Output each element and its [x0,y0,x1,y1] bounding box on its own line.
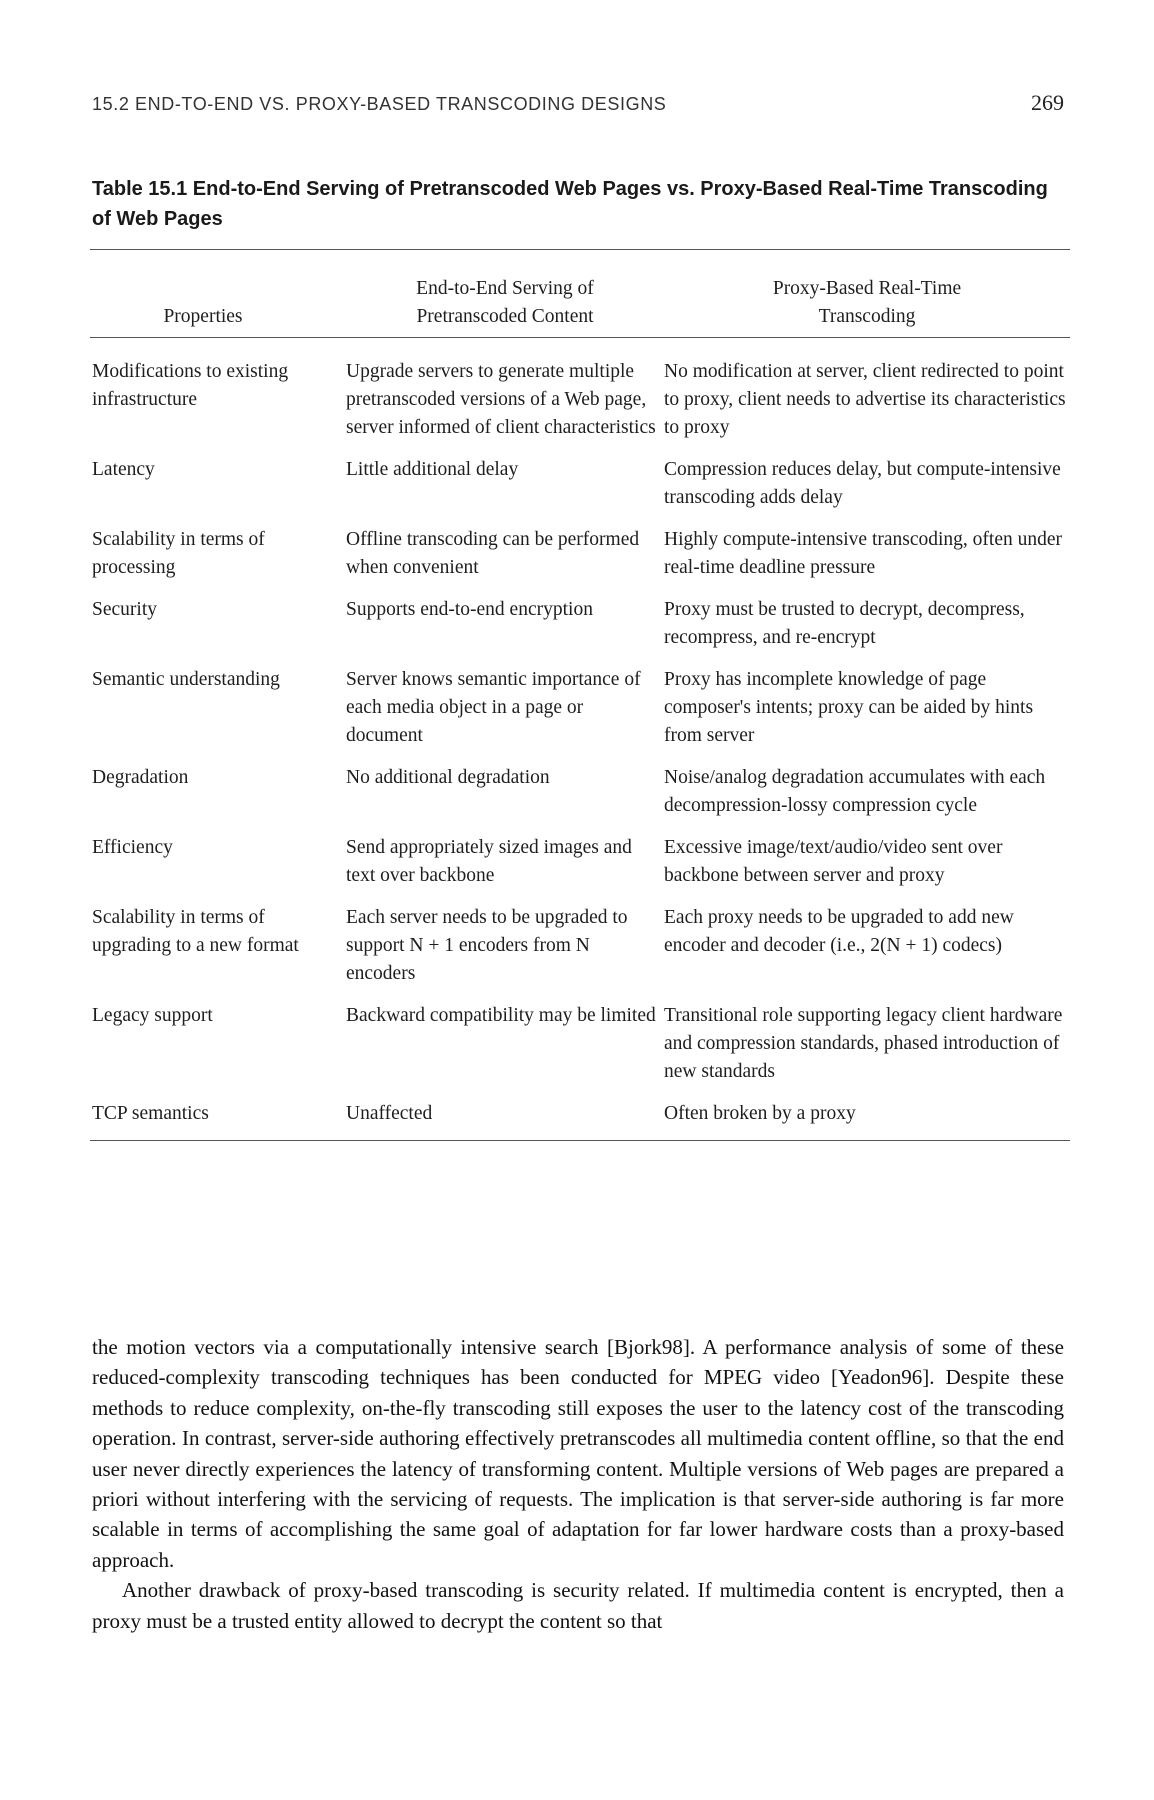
cell-end-to-end [346,1100,664,1140]
cell-proxy-text: Noise/analog degradation accumulates with each decompression-lossy compression cycle [664,767,1046,816]
cell-property-text: Degradation [92,767,189,788]
cell-proxy [664,904,1070,1002]
table-body [90,338,1070,1140]
running-title: 15.2 END-TO-END VS. PROXY-BASED TRANSCODING DESIGNS [92,94,667,114]
cell-end-to-end-text: Send appropriately sized images and text over backbone [346,837,632,886]
cell-property [90,1100,346,1140]
cell-end-to-end [346,834,664,904]
cell-property-text: Latency [92,459,155,480]
cell-proxy [664,1002,1070,1100]
cell-property [90,526,346,596]
cell-end-to-end-text: Unaffected [346,1103,433,1124]
cell-end-to-end [346,764,664,834]
table-bottom-rule [90,1140,1070,1141]
column-header-proxy: Proxy-Based Real-Time Transcoding [772,278,962,327]
cell-property-text: TCP semantics [92,1103,209,1124]
cell-proxy-text: Excessive image/text/audio/video sent over backbone between server and proxy [664,837,1003,886]
cell-end-to-end [346,666,664,764]
table-header-row [90,250,1070,337]
cell-end-to-end-text: No additional degradation [346,767,550,788]
cell-property-text: Security [92,599,157,620]
cell-property-text: Scalability in terms of processing [92,529,265,578]
cell-proxy-text: Highly compute-intensive transcoding, often under real-time deadline pressure [664,529,1063,578]
table-row [90,526,1070,596]
cell-proxy [664,456,1070,526]
cell-proxy [664,596,1070,666]
column-header-properties: Properties [163,306,243,327]
cell-end-to-end-text: Server knows semantic importance of each media object in a page or document [346,669,641,746]
table-head [90,250,1070,338]
cell-end-to-end-text: Upgrade servers to generate multiple pretranscoded versions of a Web page, server informed of client characteristics [346,361,656,438]
paragraph: the motion vectors via a computationally intensive search [Bjork98]. A performance analysis of some of these reduced-complexity transcoding techniques has been conducted for MPEG video [Yeadon96]. Despite these methods to reduce complexity, on-the-fly transcoding still exposes the user to the latency cost of the transcoding operation. In contrast, server-side authoring effectively pretranscodes all multimedia content offline, so that the end user never directly experiences the latency of transforming content. Multiple versions of Web pages are prepared a priori without interfering with the servicing of requests. The implication is that server-side authoring is far more scalable in terms of accomplishing the same goal of adaptation for far lower hardware costs than a proxy-based approach. [92,1335,1064,1572]
cell-end-to-end [346,596,664,666]
cell-property [90,338,346,456]
cell-proxy [664,1100,1070,1140]
cell-proxy-text: Transitional role supporting legacy client hardware and compression standards, phased introduction of new standards [664,1005,1063,1082]
cell-end-to-end [346,456,664,526]
cell-property [90,834,346,904]
column-header-end-to-end: End-to-End Serving of Pretranscoded Content [416,278,594,327]
cell-property-text: Modifications to existing infrastructure [92,361,289,410]
cell-property-text: Efficiency [92,837,173,858]
comparison-table [90,249,1070,1141]
cell-proxy-text: Proxy must be trusted to decrypt, decompress, recompress, and re-encrypt [664,599,1025,648]
cell-proxy-text: Often broken by a proxy [664,1103,856,1124]
cell-proxy-text: Proxy has incomplete knowledge of page composer's intents; proxy can be aided by hints from server [664,669,1034,746]
cell-end-to-end-text: Backward compatibility may be limited [346,1005,656,1026]
cell-end-to-end-text: Each server needs to be upgraded to support N + 1 encoders from N encoders [346,907,628,984]
table-row [90,666,1070,764]
table-row [90,1100,1070,1140]
table-caption: Table 15.1 End-to-End Serving of Pretranscoded Web Pages vs. Proxy-Based Real-Time Transcoding of Web Pages [92,178,1048,230]
cell-end-to-end-text: Supports end-to-end encryption [346,599,593,620]
table-row [90,1002,1070,1100]
table-row [90,338,1070,456]
cell-property-text: Semantic understanding [92,669,280,690]
table-row [90,596,1070,666]
page-number: 269 [1031,90,1064,115]
table-grid [90,250,1070,1140]
table-row [90,904,1070,1002]
cell-proxy-text: Compression reduces delay, but compute-intensive transcoding adds delay [664,459,1061,508]
body-text [92,1332,1064,1636]
cell-end-to-end [346,338,664,456]
cell-end-to-end-text: Offline transcoding can be performed when convenient [346,529,640,578]
cell-property-text: Legacy support [92,1005,213,1026]
paragraph: Another drawback of proxy-based transcoding is security related. If multimedia content is encrypted, then a proxy must be a trusted entity allowed to decrypt the content so that [92,1578,1064,1633]
cell-proxy [664,834,1070,904]
cell-property [90,904,346,1002]
cell-proxy [664,666,1070,764]
cell-proxy-text: Each proxy needs to be upgraded to add new encoder and decoder (i.e., 2(N + 1) codecs) [664,907,1014,956]
table-row [90,456,1070,526]
cell-proxy-text: No modification at server, client redirected to point to proxy, client needs to advertise its characteristics to proxy [664,361,1066,438]
cell-property [90,666,346,764]
cell-proxy [664,338,1070,456]
cell-property [90,596,346,666]
cell-end-to-end-text: Little additional delay [346,459,519,480]
running-header [92,90,1064,116]
cell-property [90,764,346,834]
cell-property [90,1002,346,1100]
cell-proxy [664,764,1070,834]
table-row [90,834,1070,904]
cell-property-text: Scalability in terms of upgrading to a new format [92,907,299,956]
cell-property [90,456,346,526]
table-row [90,764,1070,834]
cell-proxy [664,526,1070,596]
cell-end-to-end [346,526,664,596]
cell-end-to-end [346,1002,664,1100]
cell-end-to-end [346,904,664,1002]
